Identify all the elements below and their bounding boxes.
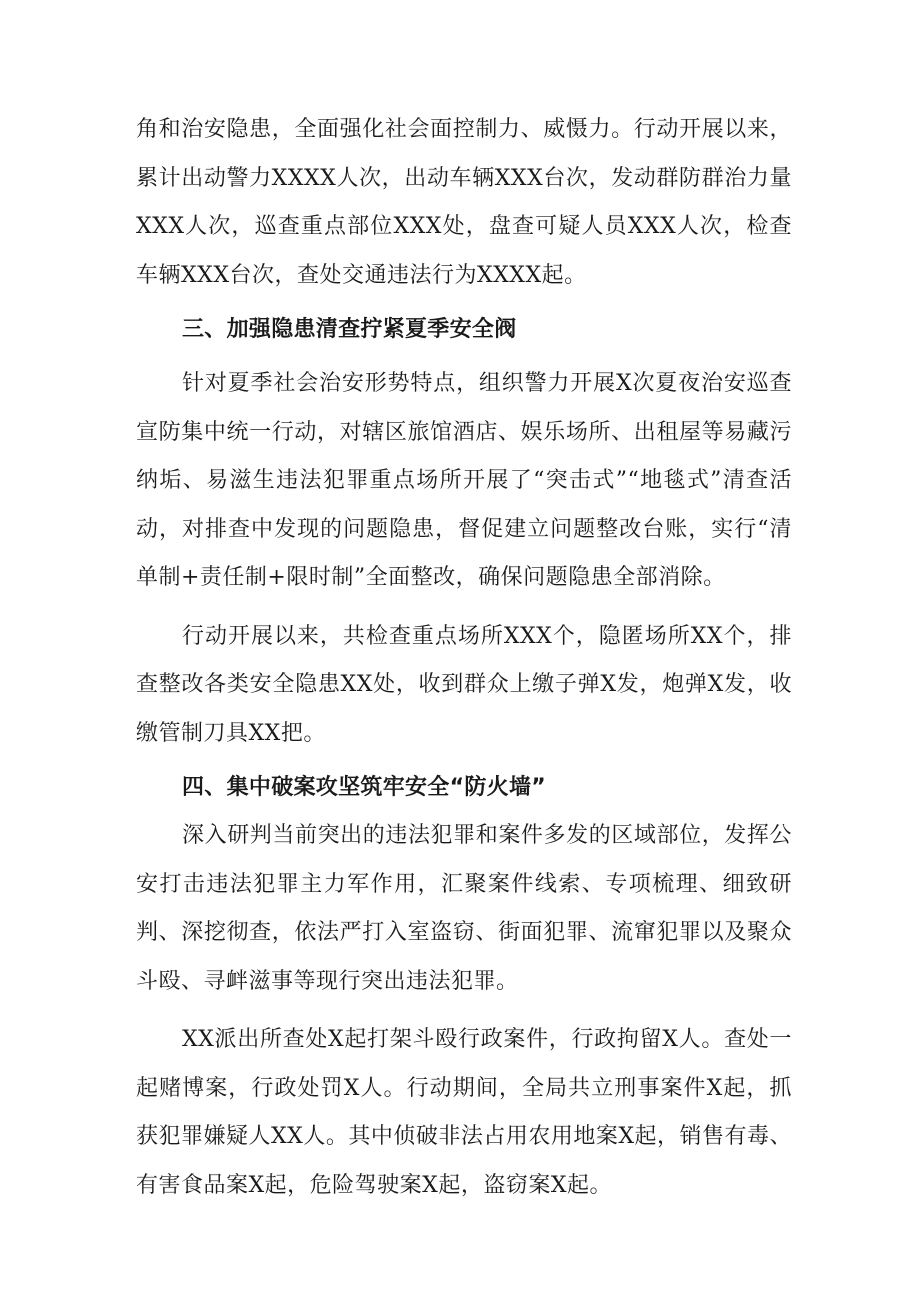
paragraph-crime-crackdown: 深入研判当前突出的违法犯罪和案件多发的区域部位，发挥公安打击违法犯罪主力军作用，汇聚案件线索、专项梳理、细致研判、深挖彻查，依法严打入室盗窃、街面犯罪、流窜犯罪以及聚众斗殴、寻衅滋事等现行突出违法犯罪。 [136, 823, 792, 994]
paragraph-hazard-inspection: 针对夏季社会治安形势特点，组织警力开展X次夏夜治安巡查宣防集中统一行动，对辖区旅馆酒店、娱乐场所、出租屋等易藏污纳垢、易滋生违法犯罪重点场所开展了“突击式”“地毯式”清查活动，对排查中发现的问题隐患，督促建立问题整改台账，实行“清单制+责任制+限时制”全面整改，确保问题隐患全部消除。 [136, 371, 792, 590]
spacer [136, 1006, 792, 1016]
paragraph-case-results: XX派出所查处X起打架斗殴行政案件，行政拘留X人。查处一起赌博案，行政处罚X人。行动期间，全局共立刑事案件X起，抓获犯罪嫌疑人XX人。其中侦破非法占用农用地案X起，销售有毒、有害食品案X起，危险驾驶案X起，盗窃案X起。 [136, 1027, 792, 1198]
document-page [136, 106, 792, 1210]
spacer [136, 603, 792, 613]
section-heading-4: 四、集中破案攻坚筑牢安全“防火墙” [182, 775, 547, 800]
paragraph-inspection-results: 行动开展以来，共检查重点场所XXX个，隐匿场所XX个，排查整改各类安全隐患XX处，收到群众上缴子弹X发，炮弹X发，收缴管制刀具XX把。 [136, 623, 792, 746]
paragraph-patrol-summary: 角和治安隐患，全面强化社会面控制力、威慑力。行动开展以来，累计出动警力XXXX人次，出动车辆XXX台次，发动群防群治力量XXX人次，巡查重点部位XXX处，盘查可疑人员XXX人次，检查车辆XXX台次，查处交通违法行为XXXX起。 [136, 117, 792, 288]
section-heading-3: 三、加强隐患清查拧紧夏季安全阀 [182, 317, 517, 342]
